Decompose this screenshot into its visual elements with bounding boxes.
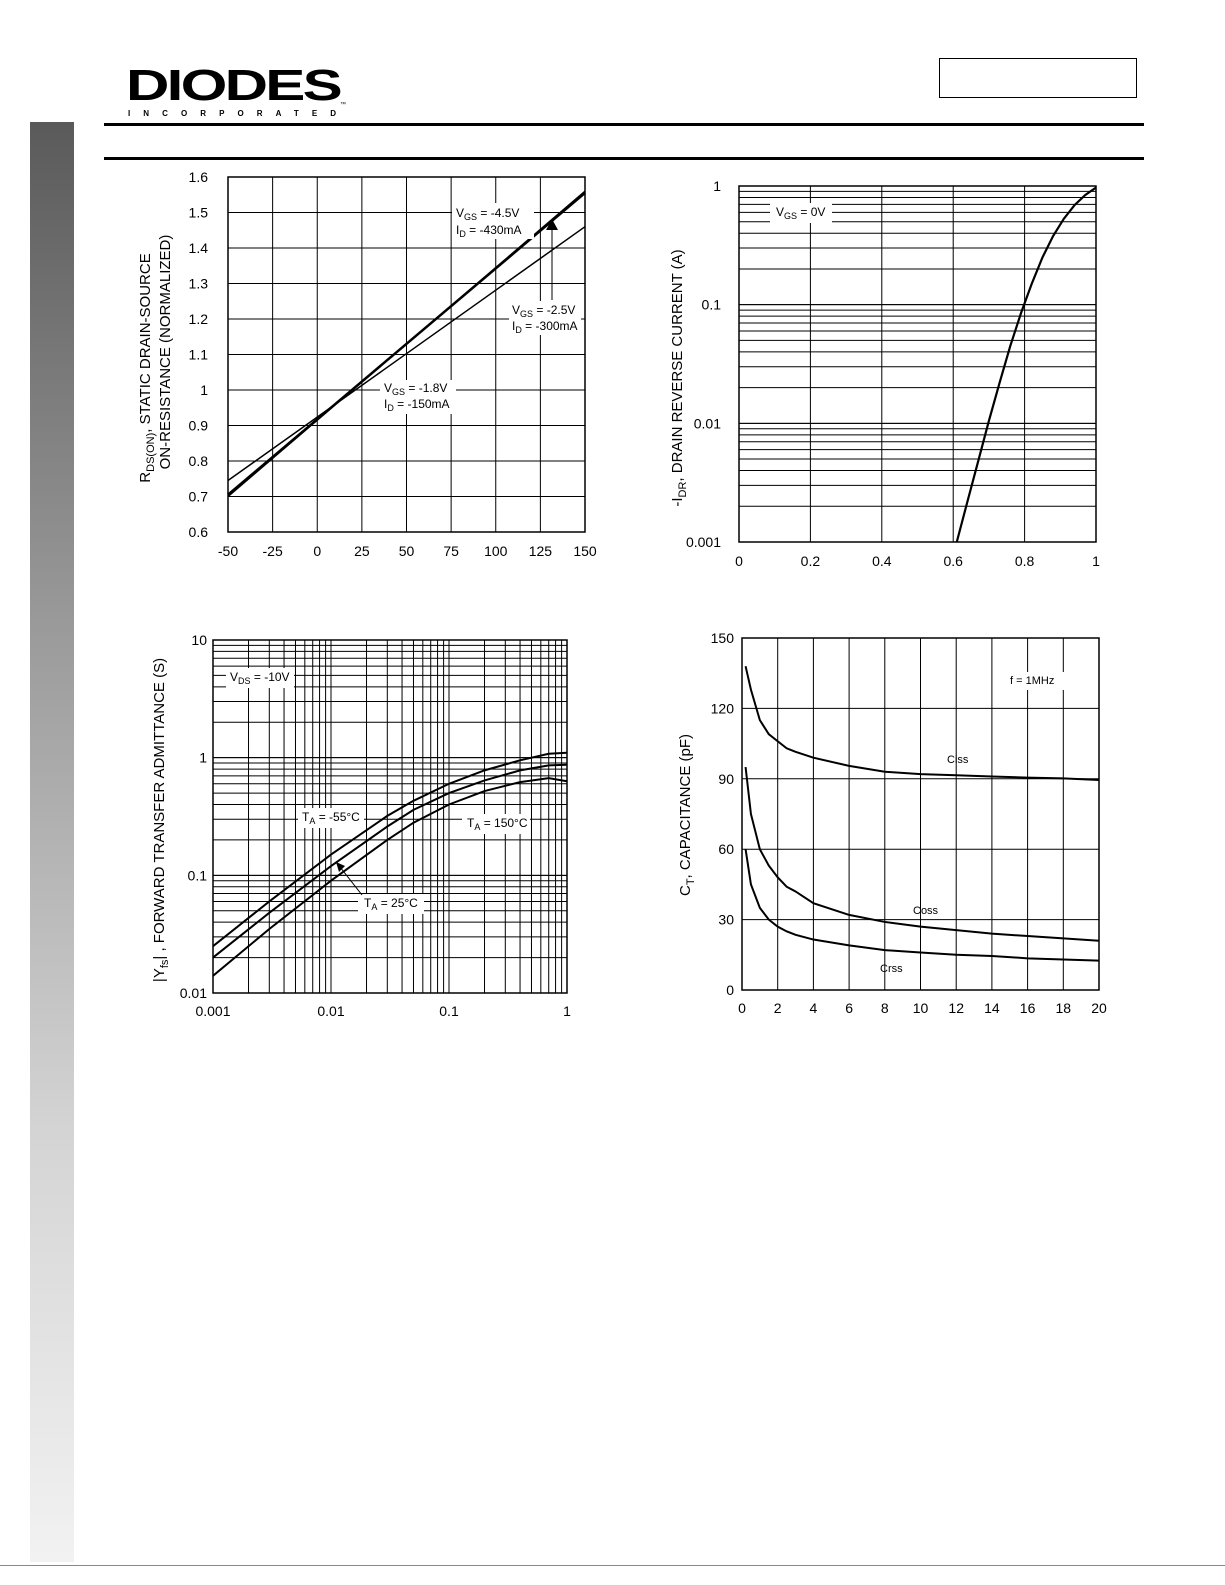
y-axis-label: $C_T$, CAPACITANCE (pF) — [677, 733, 697, 897]
x-tick-label: 125 — [528, 543, 553, 559]
x-tick-label: 0 — [738, 1000, 746, 1016]
y-tick-label: 0.1 — [187, 867, 207, 884]
y-tick-label: 1.4 — [188, 240, 208, 256]
series-label-coss: Coss — [913, 905, 939, 917]
chart-forward-transfer-admittance — [151, 632, 571, 1019]
annotation-ta-minus55: $T_A = -55^\circ C$ — [302, 810, 360, 826]
x-tick-label: 20 — [1091, 1000, 1107, 1016]
x-tick-label: 8 — [880, 1000, 889, 1016]
footer-rule — [0, 1565, 1225, 1566]
series-label-crss: Crss — [880, 963, 903, 975]
annotation-ta-25: $T_A = 25^\circ C$ — [364, 896, 418, 912]
y-tick-label: 1.2 — [188, 311, 208, 327]
x-tick-label: 0.8 — [1014, 553, 1035, 569]
y-tick-label: 1.6 — [188, 169, 208, 185]
x-tick-label: 12 — [948, 1000, 964, 1016]
x-tick-label: 75 — [443, 543, 459, 559]
series-line-0 — [957, 188, 1096, 542]
y-tick-label: 1 — [199, 749, 207, 766]
y-tick-label: 10 — [191, 632, 207, 648]
annotation-vgs-1-8: $V_{GS} = -1.8V$ — [384, 381, 448, 397]
x-tick-label: -50 — [217, 543, 239, 559]
y-tick-label: 0.001 — [685, 534, 721, 550]
annotation-vgs-2-5: $V_{GS} = -2.5V$ — [512, 303, 576, 319]
x-tick-label: 0.4 — [872, 553, 892, 569]
annotation-vds: $V_{DS} = -10V$ — [230, 670, 290, 686]
x-tick-label: 1 — [563, 1003, 571, 1019]
x-tick-label: 14 — [984, 1000, 1000, 1016]
x-tick-label: 0 — [313, 543, 322, 559]
x-tick-label: -25 — [262, 543, 283, 559]
x-tick-label: 0.6 — [943, 553, 963, 569]
series-line-2 — [213, 778, 567, 976]
chart-drain-reverse-current — [669, 178, 1100, 569]
x-tick-label: 150 — [573, 543, 597, 559]
x-tick-label: 0 — [735, 553, 743, 569]
y-tick-label: 60 — [718, 841, 734, 858]
x-tick-label: 18 — [1055, 1000, 1072, 1016]
x-tick-label: 100 — [484, 543, 508, 559]
x-tick-label: 6 — [845, 1000, 853, 1016]
y-tick-label: 0.01 — [693, 415, 721, 432]
y-tick-label: 0.8 — [188, 453, 208, 469]
x-tick-label: 0.2 — [800, 553, 821, 569]
svg-text:INCORPORATED: INCORPORATED — [128, 109, 336, 118]
x-tick-label: 0.1 — [439, 1003, 459, 1019]
y-tick-label: 30 — [718, 911, 734, 928]
annotation-id-150: $I_D = -150mA$ — [384, 397, 450, 413]
series-line-1 — [213, 765, 567, 958]
y-tick-label: 150 — [710, 630, 734, 646]
annotation-vgs-4-5: $V_{GS} = -4.5V$ — [456, 206, 520, 222]
svg-text:™: ™ — [340, 102, 346, 108]
x-tick-label: 16 — [1019, 1000, 1036, 1016]
svg-text:DIODES: DIODES — [126, 62, 341, 110]
y-tick-label: 1 — [713, 178, 721, 194]
plot-frame — [739, 186, 1096, 542]
y-tick-label: 90 — [718, 770, 734, 787]
annotation-ta-150: $T_A = 150^\circ C$ — [467, 816, 528, 832]
chart-capacitance — [677, 630, 1107, 1016]
y-tick-label: 0 — [726, 982, 734, 998]
y-axis-label: $-I_{DR}$, DRAIN REVERSE CURRENT (A) — [669, 249, 689, 507]
x-tick-label: 50 — [398, 543, 415, 559]
y-tick-label: 1.3 — [188, 275, 208, 292]
x-tick-label: 0.001 — [195, 1003, 231, 1019]
annotation-vgs-0: $V_{GS} = 0V$ — [776, 205, 826, 221]
y-axis-label: $R_{DS(ON)}$, STATIC DRAIN-SOURCE — [137, 253, 157, 483]
x-tick-label: 4 — [809, 1000, 818, 1016]
y-tick-label: 1.5 — [188, 204, 208, 221]
y-tick-label: 1.1 — [188, 346, 208, 363]
y-tick-label: 0.9 — [188, 417, 208, 434]
annotation-id-430: $I_D = -430mA$ — [456, 223, 522, 239]
y-tick-label: 1 — [200, 382, 208, 398]
x-tick-label: 0.01 — [317, 1003, 345, 1019]
x-tick-label: 1 — [1092, 553, 1100, 569]
annotation-id-300: $I_D = -300mA$ — [512, 319, 578, 335]
chart-rdson-vs-temp — [137, 169, 597, 559]
y-tick-label: 0.1 — [701, 296, 721, 313]
y-axis-label-line2: ON-RESISTANCE (NORMALIZED) — [157, 234, 174, 470]
x-tick-label: 10 — [912, 1000, 929, 1016]
y-tick-label: 0.01 — [179, 985, 207, 1001]
y-tick-label: 120 — [710, 700, 734, 717]
x-tick-label: 2 — [773, 1000, 782, 1016]
y-tick-label: 0.7 — [188, 488, 208, 505]
y-tick-label: 0.6 — [188, 524, 208, 540]
x-tick-label: 25 — [354, 543, 370, 559]
series-label-ciss: Ciss — [947, 754, 969, 766]
series-line-0 — [213, 753, 567, 946]
annotation-frequency: f = 1MHz — [1010, 675, 1055, 687]
y-axis-label: $|Y_{fs}|$ , FORWARD TRANSFER ADMITTANCE (S) — [151, 657, 171, 983]
